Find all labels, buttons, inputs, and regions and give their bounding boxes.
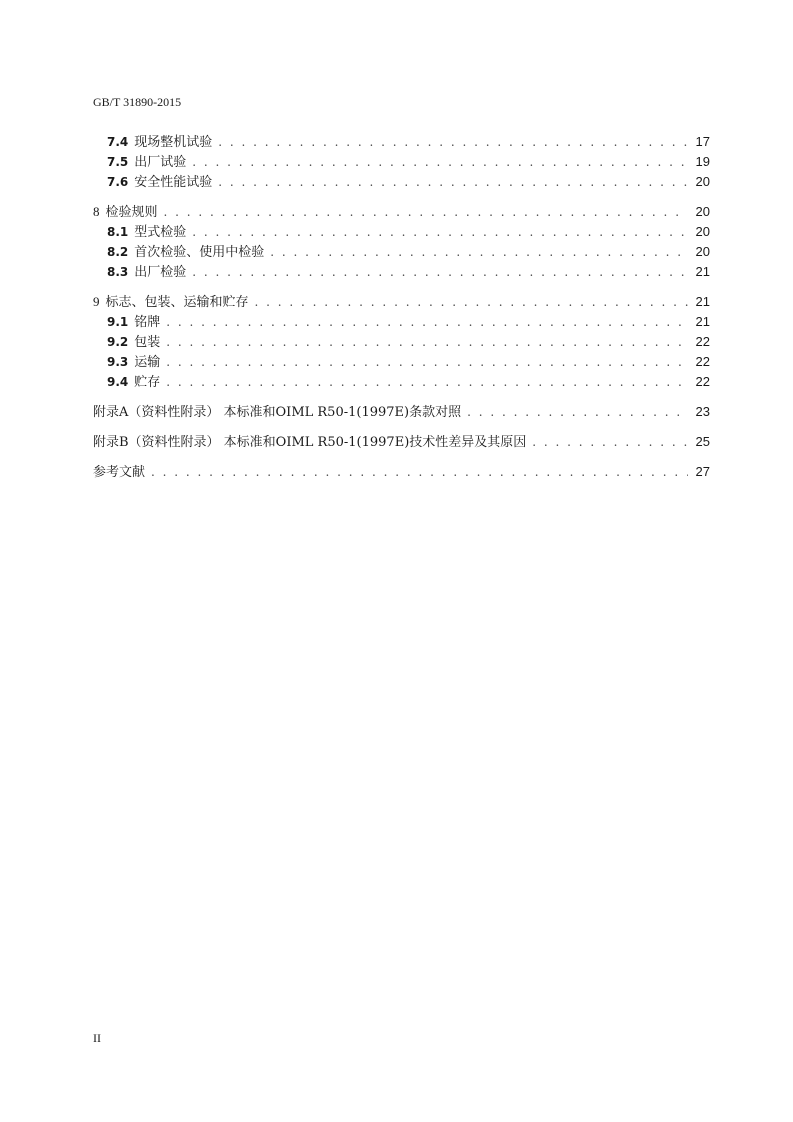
toc-entry-title: 出厂试验 <box>134 155 187 170</box>
toc-entry-title: 出厂检验 <box>134 265 187 280</box>
toc-entry-9-4[interactable] <box>93 372 710 392</box>
toc-entry-title: 型式检验 <box>134 225 187 240</box>
toc-entry-page: 27 <box>695 464 710 479</box>
toc-entry-9-1[interactable] <box>93 312 710 332</box>
toc-entry-page: 22 <box>695 334 710 349</box>
toc-entry-7-5[interactable] <box>93 152 710 172</box>
toc-entry-title: 包装 <box>134 335 161 350</box>
toc-leader-dots <box>151 462 688 482</box>
toc-entry-number: 9 <box>93 294 100 309</box>
toc-leader-dots <box>192 152 688 172</box>
toc-entry-9[interactable] <box>93 292 710 312</box>
toc-entry-page: 22 <box>695 354 710 369</box>
toc-entry-title: 现场整机试验 <box>134 135 213 150</box>
toc-entry-title: 首次检验、使用中检验 <box>134 245 265 260</box>
table-of-contents <box>93 132 710 482</box>
toc-entry-page: 22 <box>695 374 710 389</box>
toc-entry-title: 附录B（资料性附录） 本标准和OIML R50-1(1997E)技术性差异及其原因 <box>93 435 527 450</box>
toc-entry-title: 附录A（资料性附录） 本标准和OIML R50-1(1997E)条款对照 <box>93 405 462 420</box>
toc-entry-page: 20 <box>695 174 710 189</box>
toc-entry-title: 贮存 <box>134 375 161 390</box>
toc-entry-page: 21 <box>695 314 710 329</box>
toc-leader-dots <box>166 352 688 372</box>
toc-entry-7-6[interactable] <box>93 172 710 192</box>
toc-entry-page: 17 <box>695 134 710 149</box>
toc-entry-number: 7.5 <box>107 155 129 169</box>
toc-entry-title: 参考文献 <box>93 465 146 480</box>
toc-entry-number: 8.1 <box>107 225 129 239</box>
toc-entry-number: 9.4 <box>107 375 129 389</box>
toc-entry-page: 25 <box>695 434 710 449</box>
toc-entry-8-3[interactable] <box>93 262 710 282</box>
toc-entry-number: 8.2 <box>107 245 129 259</box>
toc-entry-9-2[interactable] <box>93 332 710 352</box>
toc-leader-dots <box>218 132 688 152</box>
toc-entry-references[interactable] <box>93 462 710 482</box>
toc-entry-number: 8.3 <box>107 265 129 279</box>
toc-entry-appendix-a[interactable] <box>93 402 710 422</box>
toc-entry-number: 7.4 <box>107 135 129 149</box>
toc-entry-page: 20 <box>695 224 710 239</box>
toc-leader-dots <box>467 402 688 422</box>
toc-entry-number: 9.1 <box>107 315 129 329</box>
toc-entry-page: 19 <box>695 154 710 169</box>
toc-entry-page: 20 <box>695 204 710 219</box>
toc-entry-page: 21 <box>695 294 710 309</box>
toc-entry-page: 23 <box>695 404 710 419</box>
toc-leader-dots <box>166 372 688 392</box>
toc-entry-8[interactable] <box>93 202 710 222</box>
toc-leader-dots <box>270 242 688 262</box>
toc-entry-number: 9.3 <box>107 355 129 369</box>
toc-leader-dots <box>192 262 688 282</box>
toc-entry-title: 标志、包装、运输和贮存 <box>105 295 249 310</box>
toc-entry-title: 安全性能试验 <box>134 175 213 190</box>
standard-code-header: GB/T 31890-2015 <box>93 95 182 109</box>
toc-leader-dots <box>218 172 688 192</box>
toc-entry-page: 21 <box>695 264 710 279</box>
page-number-footer: II <box>93 1031 101 1045</box>
toc-leader-dots <box>255 292 688 312</box>
toc-leader-dots <box>166 312 688 332</box>
toc-entry-number: 9.2 <box>107 335 129 349</box>
toc-entry-page: 20 <box>695 244 710 259</box>
toc-entry-title: 铭牌 <box>134 315 161 330</box>
toc-entry-number: 7.6 <box>107 175 129 189</box>
toc-entry-title: 运输 <box>134 355 161 370</box>
toc-entry-number: 8 <box>93 204 100 219</box>
toc-entry-8-1[interactable] <box>93 222 710 242</box>
toc-leader-dots <box>166 332 688 352</box>
toc-entry-8-2[interactable] <box>93 242 710 262</box>
toc-entry-title: 检验规则 <box>105 205 158 220</box>
toc-leader-dots <box>532 432 688 452</box>
toc-leader-dots <box>192 222 688 242</box>
toc-entry-9-3[interactable] <box>93 352 710 372</box>
toc-leader-dots <box>164 202 688 222</box>
toc-entry-7-4[interactable] <box>93 132 710 152</box>
toc-entry-appendix-b[interactable] <box>93 432 710 452</box>
